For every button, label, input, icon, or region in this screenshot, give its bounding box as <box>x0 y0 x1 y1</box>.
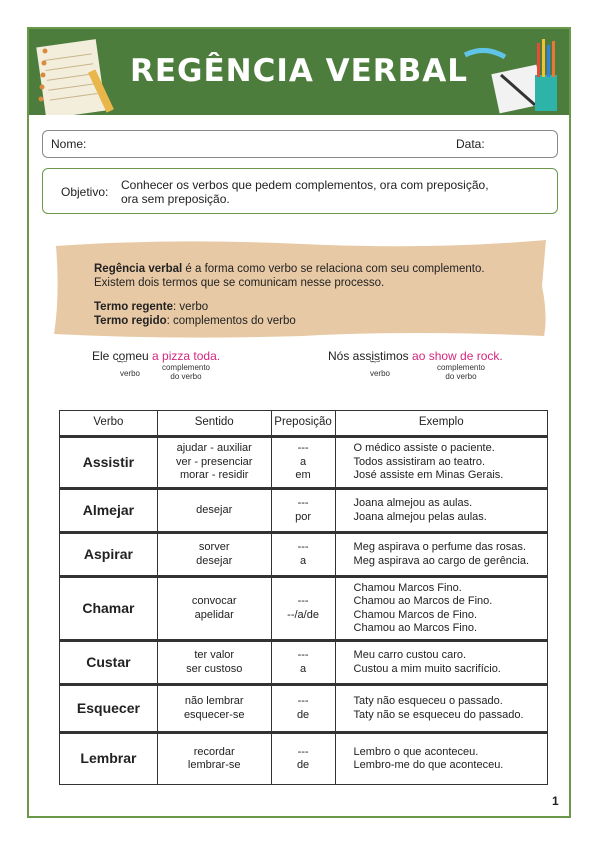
cell-line: --- <box>297 541 309 553</box>
cell-line: ter valor <box>194 649 235 661</box>
cell-line: Todos assistiram ao teatro. <box>353 455 485 468</box>
brace-icon: ︸ <box>117 361 127 372</box>
cell-line: de <box>296 759 310 771</box>
objective-line: ora sem preposição. <box>121 192 230 206</box>
cell-line: --- <box>297 442 309 455</box>
column-header: Exemplo <box>335 411 547 437</box>
sentido-cell <box>157 733 271 785</box>
example-text: Nós assistimos <box>328 349 413 363</box>
termo-regido-label: Termo regido <box>94 315 167 327</box>
cell-line: lembrar-se <box>187 759 241 771</box>
preposicao-cell <box>271 733 335 785</box>
column-header: Verbo <box>60 411 158 437</box>
objective-box <box>42 168 558 214</box>
verb-cell: Chamar <box>60 577 158 641</box>
verb-label: verbo <box>119 369 140 378</box>
example-complement: ao show de rock. <box>412 349 503 363</box>
cell-line: a <box>300 455 307 468</box>
cell-line: Joana almejou pelas aulas. <box>353 510 487 523</box>
cell-line: Lembro o que aconteceu. <box>353 745 479 758</box>
cell-line: apelidar <box>194 608 234 621</box>
cell-line: Chamou Marcos Fino. <box>353 581 462 594</box>
preposicao-cell <box>271 685 335 733</box>
exemplo-cell <box>335 489 547 533</box>
cell-line: Chamou ao Marcos de Fino. <box>353 595 493 607</box>
preposicao-cell <box>271 577 335 641</box>
cell-line: em <box>295 469 311 482</box>
cell-line: --- <box>297 497 309 509</box>
sentido-cell <box>157 489 271 533</box>
preposicao-cell <box>271 437 335 489</box>
cell-line: Joana almejou as aulas. <box>353 497 473 509</box>
cell-line: Meg aspirava o perfume das rosas. <box>353 541 526 553</box>
exemplo-cell <box>335 577 547 641</box>
termo-regente-text: : verbo <box>173 301 209 313</box>
complement-label-line: do verbo <box>445 372 477 381</box>
complement-label <box>430 363 492 381</box>
example-sentence <box>92 349 220 363</box>
table-row <box>60 641 548 685</box>
table-row <box>60 577 548 641</box>
cell-line: ver - presenciar <box>176 455 253 468</box>
cell-line: de <box>296 708 310 721</box>
sentido-cell <box>157 685 271 733</box>
example-sentence <box>328 349 503 363</box>
exemplo-cell <box>335 685 547 733</box>
cell-line: José assiste em Minas Gerais. <box>353 469 504 482</box>
termo-regente-label: Termo regente <box>94 301 174 313</box>
verb-cell: Aspirar <box>60 533 158 577</box>
cell-line: --- <box>297 695 309 707</box>
sentido-cell <box>157 641 271 685</box>
preposicao-cell <box>271 489 335 533</box>
exemplo-cell <box>335 437 547 489</box>
sentido-cell <box>157 533 271 577</box>
cell-line: O médico assiste o paciente. <box>353 442 495 455</box>
table-row <box>60 489 548 533</box>
sentido-cell <box>157 577 271 641</box>
cell-line: Meu carro custou caro. <box>353 649 467 661</box>
example-text: Ele comeu <box>92 349 153 363</box>
column-header: Preposição <box>271 411 335 437</box>
table-row <box>60 437 548 489</box>
table-row <box>60 733 548 785</box>
page-title: REGÊNCIA VERBAL <box>129 53 469 89</box>
cell-line: ajudar - auxiliar <box>176 442 252 455</box>
header-banner <box>29 29 569 115</box>
cell-line: Chamou ao Marcos Fino. <box>353 622 478 634</box>
objective-line: Conhecer os verbos que pedem complementos, ora com preposição, <box>121 178 489 192</box>
example-complement: a pizza toda. <box>152 349 221 363</box>
verb-cell: Almejar <box>60 489 158 533</box>
cell-line: Custou a mim muito sacrifício. <box>353 662 501 675</box>
verb-cell: Custar <box>60 641 158 685</box>
cell-line: por <box>295 510 312 523</box>
verb-table <box>59 410 548 785</box>
column-header: Sentido <box>157 411 271 437</box>
page-number: 1 <box>552 794 559 808</box>
termo-regido-text: : complementos do verbo <box>166 315 296 327</box>
definition-text <box>94 262 534 328</box>
name-date-field[interactable] <box>42 130 558 158</box>
date-label: Data: <box>456 137 485 151</box>
table-row <box>60 685 548 733</box>
name-label: Nome: <box>51 137 87 151</box>
verb-cell: Assistir <box>60 437 158 489</box>
complement-label-line: do verbo <box>170 372 202 381</box>
definition-line: Existem dois termos que se comunicam nesse processo. <box>94 277 385 289</box>
complement-label <box>155 363 217 381</box>
cell-line: Chamou Marcos de Fino. <box>353 608 478 621</box>
preposicao-cell <box>271 641 335 685</box>
cell-line: esquecer-se <box>183 708 245 721</box>
sentido-cell <box>157 437 271 489</box>
cell-line: desejar <box>196 503 233 516</box>
cell-line: recordar <box>193 745 235 758</box>
objective-label: Objetivo: <box>61 185 109 199</box>
cell-line: convocar <box>191 595 237 607</box>
cell-line: --- <box>297 649 309 661</box>
verb-cell: Lembrar <box>60 733 158 785</box>
cell-line: sorver <box>198 541 230 553</box>
exemplo-cell <box>335 533 547 577</box>
cell-line: desejar <box>196 554 233 567</box>
cell-line: Taty não se esqueceu do passado. <box>353 708 524 721</box>
brace-icon: ︸ <box>370 361 380 372</box>
cell-line: --- <box>297 595 309 607</box>
complement-label-line: complemento <box>161 363 211 372</box>
exemplo-cell <box>335 641 547 685</box>
objective-text <box>121 178 541 206</box>
complement-label-line: complemento <box>436 363 486 372</box>
table-row <box>60 533 548 577</box>
cell-line: a <box>300 554 307 567</box>
cell-line: --- <box>297 745 309 758</box>
cell-line: Lembro-me do que aconteceu. <box>353 759 504 771</box>
table-header-row <box>60 411 548 437</box>
cell-line: a <box>300 662 307 675</box>
exemplo-cell <box>335 733 547 785</box>
verb-cell: Esquecer <box>60 685 158 733</box>
cell-line: não lembrar <box>184 695 244 707</box>
cell-line: --/a/de <box>287 608 319 621</box>
verb-label: verbo <box>369 369 390 378</box>
cell-line: Meg aspirava ao cargo de gerência. <box>353 554 530 567</box>
cell-line: Taty não esqueceu o passado. <box>353 695 503 707</box>
preposicao-cell <box>271 533 335 577</box>
pencil-cup-icon <box>455 35 565 115</box>
cell-line: ser custoso <box>186 662 243 675</box>
definition-line: é a forma como verbo se relaciona com seu complemento. <box>182 263 485 275</box>
cell-line: morar - residir <box>179 469 249 482</box>
definition-term: Regência verbal <box>94 263 183 275</box>
